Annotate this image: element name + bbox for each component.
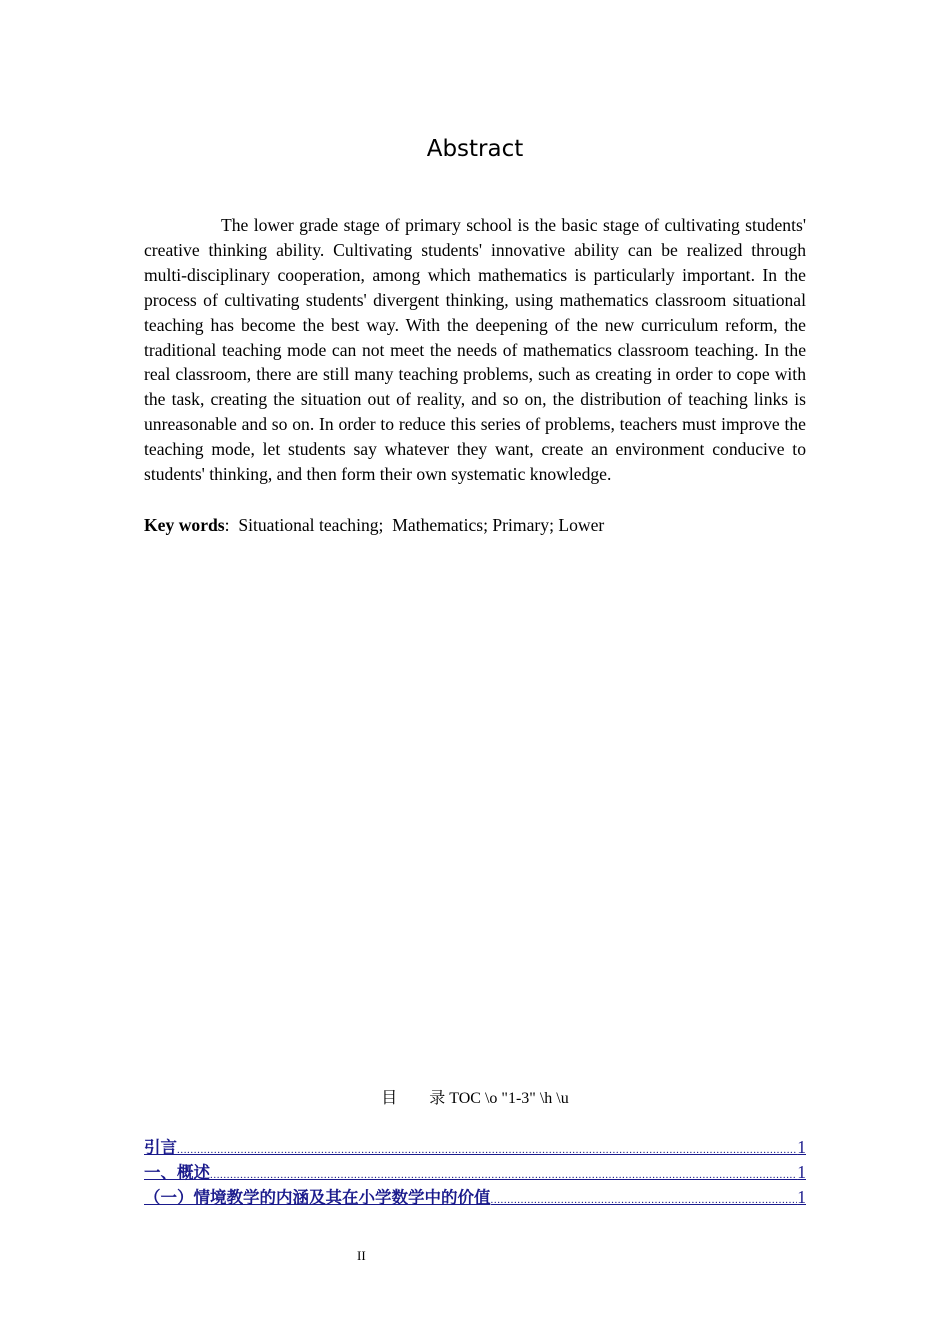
abstract-title: Abstract [426, 136, 524, 162]
keywords-value: : Situational teaching; Mathematics; Primary; Lower [224, 515, 605, 535]
toc-entry-page[interactable]: 1 [797, 1137, 806, 1157]
abstract-body: The lower grade stage of primary school is the basic stage of cultivating students' creative thinking ability. Cultivating students' innovative ability can be realized through multi-disciplinary cooperation, among which mathematics is particularly important. In the process of cultivating students' divergent thinking, using mathematics classroom situational teaching has become the best way. With the deepening of the new curriculum reform, the traditional teaching mode can not meet the needs of mathematics classroom teaching. In the real classroom, there are still many teaching problems, such as creating in order to cope with the task, creating the situation out of reality, and so on, the distribution of teaching links is unreasonable and so on. In order to reduce this series of problems, teachers must improve the teaching mode, let students say whatever they want, create an environment conducive to students' thinking, and then form their own systematic knowledge. [144, 215, 806, 485]
toc-entry-situational-teaching-value[interactable] [144, 1185, 806, 1210]
toc-heading: 目 录 TOC \o "1-3" \h \u [381, 1090, 569, 1107]
keywords-label: Key words [144, 515, 225, 535]
toc-entry-text[interactable]: （一）情境教学的内涵及其在小学数学中的价值 [144, 1188, 491, 1207]
toc-entry-text[interactable]: 引言 [144, 1138, 177, 1157]
toc-dot-leader [491, 1188, 798, 1213]
toc-entry-introduction[interactable] [144, 1135, 806, 1160]
toc-entry-text[interactable]: 一、概述 [144, 1163, 210, 1182]
toc-entry-page[interactable]: 1 [797, 1187, 806, 1207]
toc-entry-page[interactable]: 1 [797, 1162, 806, 1182]
toc-list [144, 1135, 806, 1210]
toc-entry-overview[interactable] [144, 1160, 806, 1185]
keywords-line [144, 513, 806, 538]
toc-dot-leader [177, 1138, 797, 1163]
page-number: II [357, 1248, 366, 1263]
